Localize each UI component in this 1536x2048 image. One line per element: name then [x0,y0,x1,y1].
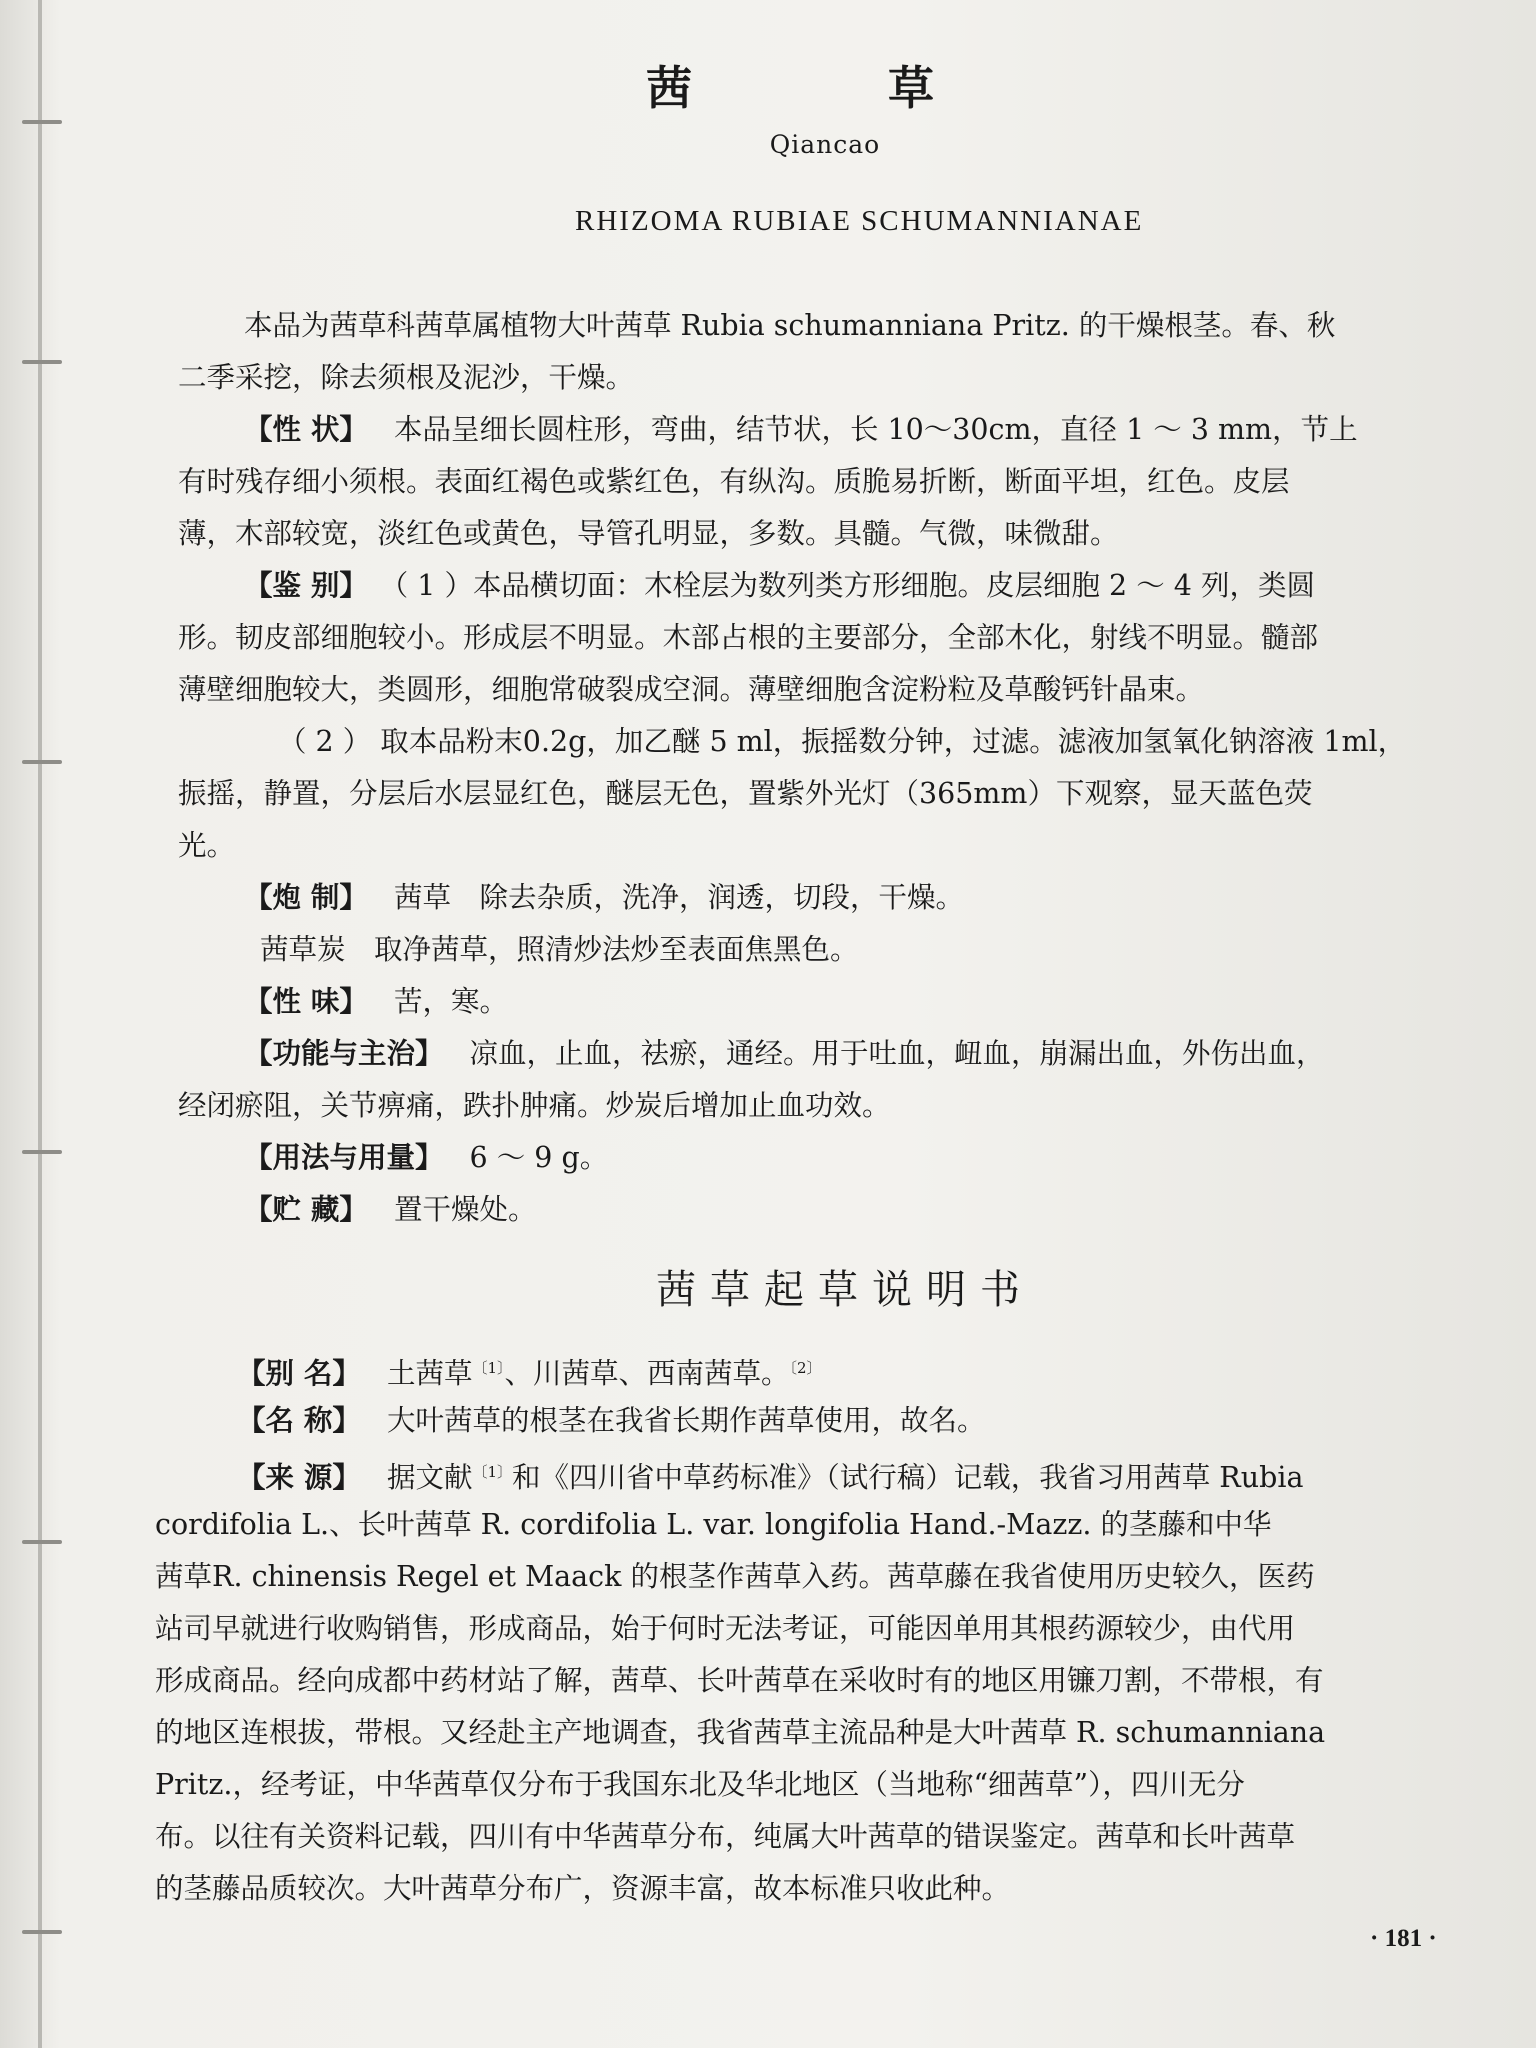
explanation-body [155,1343,1485,1915]
intro-line: 本品为茜草科茜草属植物大叶茜草 Rubia schumanniana Pritz. 的干燥根茎。春、秋 [244,309,1336,342]
latin-name: RHIZOMA RUBIAE SCHUMANNIANAE [575,205,1144,237]
yongfa-line [178,1132,1478,1184]
section-text: （ 1 ）本品横切面：木栓层为数列类方形细胞。皮层细胞 2 ～ 4 列，类圆 [393,569,1315,602]
reference-mark: 〔1〕 [472,1463,512,1481]
binding-stitch [22,1150,62,1154]
xingzhuang-line: 有时残存细小须根。表面红褐色或紫红色，有纵沟。质脆易折断，断面平坦，红色。皮层 [178,465,1290,498]
section-label: 【性 状】 [244,413,368,446]
jianbie-line: 形。韧皮部细胞较小。形成层不明显。木部占根的主要部分，全部木化，射线不明显。髓部 [178,621,1319,654]
intro-line: 二季采挖，除去须根及泥沙，干燥。 [178,361,635,394]
section-label: 【贮 藏】 [244,1193,368,1226]
jianbie-line: 振摇，静置，分层后水层显红色，醚层无色，置紫外光灯（365mm）下观察，显天蓝色荧 [178,777,1313,810]
xingwei-line [178,976,1478,1028]
reference-mark: 〔2〕 [789,1359,822,1377]
binding-stitch [22,360,62,364]
laiyuan-line: 的地区连根拔，带根。又经赴主产地调查，我省茜草主流品种是大叶茜草 R. schumanniana [155,1716,1326,1749]
binding-stitch [22,1540,62,1544]
paozhi-line [178,872,1478,924]
monograph-body [178,300,1478,1236]
section-label: 【性 味】 [244,985,368,1018]
laiyuan-line: 站司早就进行收购销售，形成商品，始于何时无法考证，可能因单用其根药源较少，由代用 [155,1612,1296,1645]
laiyuan-line: cordifolia L.、长叶茜草 R. cordifolia L. var. longifolia Hand.-Mazz. 的茎藤和中华 [155,1508,1272,1541]
section-text: 本品呈细长圆柱形，弯曲，结节状，长 10～30cm，直径 1 ～ 3 mm，节上 [393,413,1358,446]
section-text: 苦，寒。 [393,985,508,1018]
binding-stitch [22,760,62,764]
mingcheng-line [155,1395,1485,1447]
binding-stitch [22,1930,62,1934]
laiyuan-line: 形成商品。经向成都中药材站了解，茜草、长叶茜草在采收时有的地区用镰刀割，不带根，有 [155,1664,1324,1697]
section-text: 6 ～ 9 g。 [469,1141,609,1174]
gongneng-line [178,1028,1478,1080]
pinyin-name: Qiancao [769,130,881,159]
section-text: 大叶茜草的根茎在我省长期作茜草使用，故名。 [386,1404,986,1437]
section-text: 土茜草 [386,1357,473,1390]
jianbie-line: 薄壁细胞较大，类圆形，细胞常破裂成空洞。薄壁细胞含淀粉粒及草酸钙针晶束。 [178,673,1205,706]
laiyuan-line: 布。以往有关资料记载，四川有中华茜草分布，纯属大叶茜草的错误鉴定。茜草和长叶茜草 [155,1820,1296,1853]
monograph-title: 茜 草 [645,61,1024,115]
section-text: 据文献 [386,1461,473,1494]
laiyuan-line: 茜草R. chinensis Regel et Maack 的根茎作茜草入药。茜草藤在我省使用历史较久，医药 [155,1560,1315,1593]
laiyuan-line: Pritz.，经考证，中华茜草仅分布于我国东北及华北地区（当地称“细茜草”），四川无分 [155,1768,1245,1801]
explanation-title: 茜草起草说明书 [656,1267,1034,1313]
section-label: 【功能与主治】 [244,1037,444,1070]
book-spine [38,0,42,2048]
section-text: 置干燥处。 [393,1193,537,1226]
jianbie-line [178,560,1478,612]
paozhi-line: 茜草炭 取净茜草，照清炒法炒至表面焦黑色。 [260,933,859,966]
jianbie-line: （ 2 ） 取本品粉末0.2g，加乙醚 5 ml，振摇数分钟，过滤。滤液加氢氧化钠溶液 1ml， [278,725,1407,758]
gongneng-line: 经闭瘀阻，关节痹痛，跌扑肿痛。炒炭后增加止血功效。 [178,1089,891,1122]
section-text: 茜草 除去杂质，洗净，润透，切段，干燥。 [393,881,964,914]
jianbie-line: 光。 [178,829,236,862]
xingzhuang-line [178,404,1478,456]
section-text: 凉血，止血，祛瘀，通经。用于吐血，衄血，崩漏出血，外伤出血， [469,1037,1325,1070]
bieming-line [155,1343,1485,1395]
binding-stitch [22,120,62,124]
section-label: 【别 名】 [237,1357,361,1390]
section-text: 、川茜草、西南茜草。 [504,1357,790,1390]
section-label: 【炮 制】 [244,881,368,914]
section-label: 【来 源】 [237,1461,361,1494]
section-text: 和《四川省中草药标准》（试行稿）记载，我省习用茜草 Rubia [512,1461,1304,1494]
xingzhuang-line: 薄，木部较宽，淡红色或黄色，导管孔明显，多数。具髓。气微，味微甜。 [178,517,1119,550]
reference-mark: 〔1〕 [472,1359,505,1377]
section-label: 【名 称】 [237,1404,361,1437]
zhucang-line [178,1184,1478,1236]
laiyuan-line: 的茎藤品质较次。大叶茜草分布广，资源丰富，故本标准只收此种。 [155,1872,1011,1905]
section-label: 【鉴 别】 [244,569,368,602]
section-label: 【用法与用量】 [244,1141,444,1174]
page-number: · 181 · [1370,1925,1437,1952]
laiyuan-line [155,1447,1485,1499]
